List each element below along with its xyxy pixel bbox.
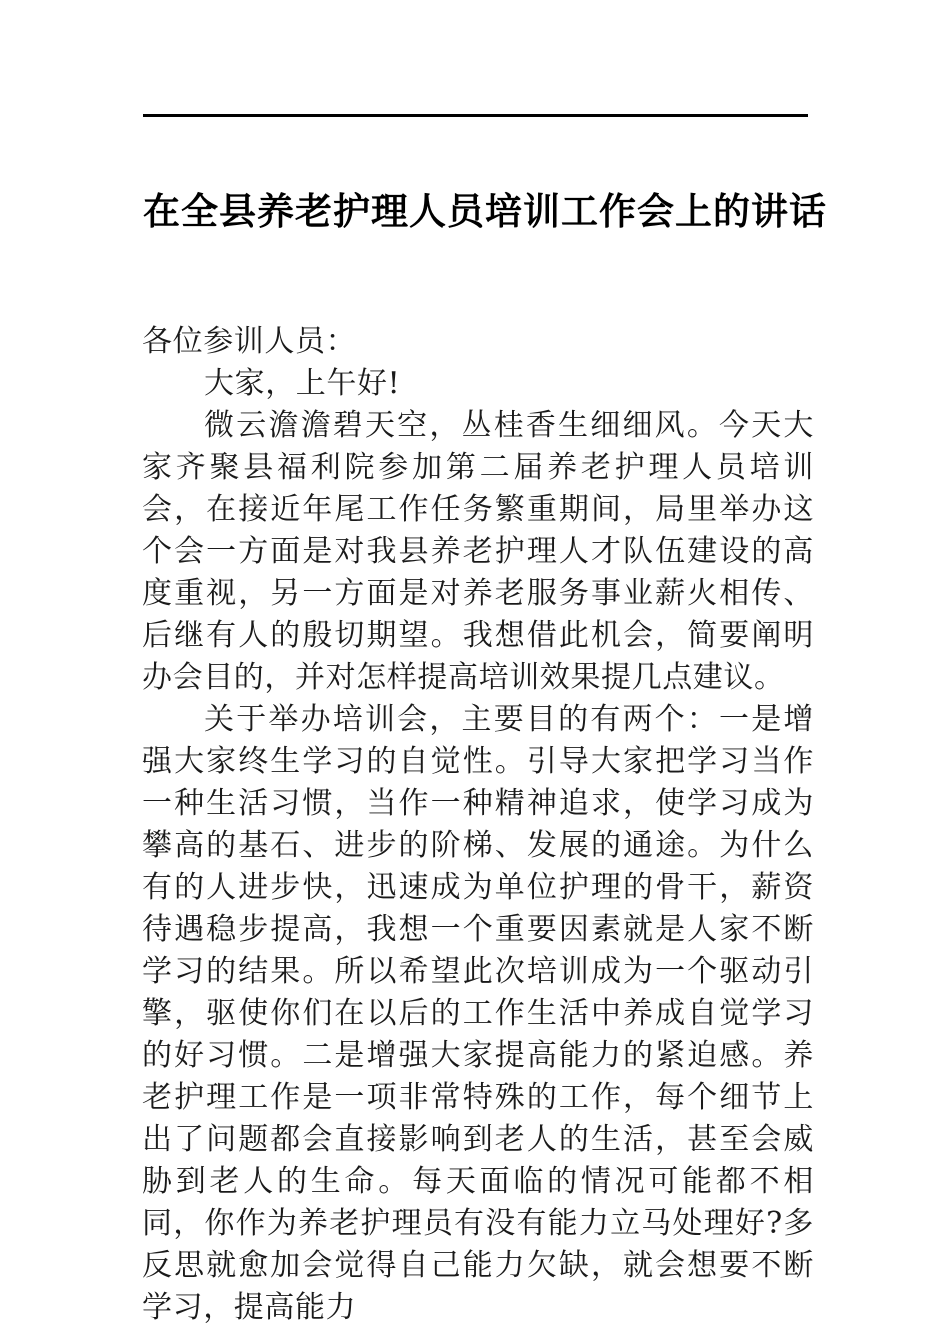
header-divider-rule xyxy=(143,114,808,117)
page-title: 在全县养老护理人员培训工作会上的讲话 xyxy=(143,190,827,233)
paragraph-greeting: 大家，上午好! xyxy=(204,366,401,401)
paragraph-purpose: 关于举办培训会，主要目的有两个：一是增强大家终生学习的自觉性。引导大家把学习当作一种生活习惯，当作一种精神追求，使学习成为攀高的基石、进步的阶梯、发展的通途。为什么有的人进步快，迅速成为单位护理的骨干，薪资待遇稳步提高，我想一个重要因素就是人家不断学习的结果。所以希望此次培训成为一个驱动引擎，驱使你们在以后的工作生活中养成自觉学习的好习惯。二是增强大家提高能力的紧迫感。养老护理工作是一项非常特殊的工作，每个细节上出了问题都会直接影响到老人的生活，甚至会威胁到老人的生命。每天面临的情况可能都不相同，你作为养老护理员有没有能力立马处理好?多反思就愈加会觉得自己能力欠缺，就会想要不断学习，提高能力 xyxy=(142,702,814,1325)
paragraph-opening: 微云澹澹碧天空，丛桂香生细细风。今天大家齐聚县福利院参加第二届养老护理人员培训会，在接近年尾工作任务繁重期间，局里举办这个会一方面是对我县养老护理人才队伍建设的高度重视，另一方面是对养老服务事业薪火相传、后继有人的殷切期望。我想借此机会，简要阐明办会目的，并对怎样提高培训效果提几点建议。 xyxy=(142,408,814,695)
document-body xyxy=(142,321,814,1329)
paragraph-salutation: 各位参训人员： xyxy=(142,324,357,359)
